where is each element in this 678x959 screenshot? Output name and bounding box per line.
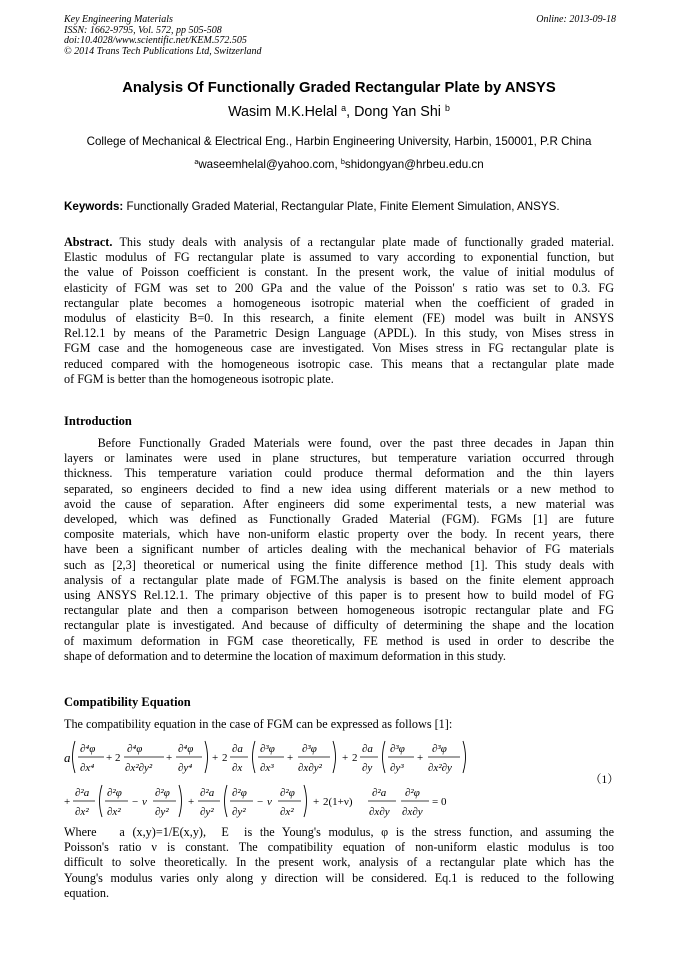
eq-paren	[205, 741, 208, 773]
eq-paren	[383, 741, 386, 773]
issn-line: ISSN: 1662-9795, Vol. 572, pp 505-508	[64, 24, 222, 36]
eq-const: 2	[352, 752, 358, 764]
eq-op: +	[106, 752, 113, 764]
intro-line: thickness. This temperature variation could produce thermal deformation and the thin layers	[64, 466, 614, 481]
intro-line: developed, which was defined as Functionally Graded Material (FGM). FGMs [1] are future	[64, 512, 614, 527]
eq-paren	[253, 741, 256, 773]
eq-zero: = 0	[432, 796, 447, 808]
eq-frac-den: ∂x∂y	[369, 806, 390, 818]
eq-op: +	[188, 796, 195, 808]
abstract-line: Elastic modulus of FG rectangular plate is assumed to vary according to exponential function, but	[64, 250, 614, 265]
email-2: shidongyan@hrbeu.edu.cn	[344, 158, 484, 171]
eq-frac-num: ∂⁴φ	[178, 743, 194, 755]
compat-line: difficult to solve theoretically. In the present work, analysis of a rectangular plate which has the	[64, 855, 614, 870]
introduction-body	[64, 436, 614, 664]
eq-frac-den: ∂y	[362, 762, 373, 774]
copyright-line: © 2014 Trans Tech Publications Ltd, Switzerland	[64, 45, 262, 57]
compat-line: Where a (x,y)=1/E(x,y), E is the Young's modulus, φ is the stress function, and assuming the	[64, 825, 614, 839]
eq-frac-den: ∂x∂y	[402, 806, 423, 818]
eq-frac-num: ∂²φ	[280, 787, 295, 799]
eq-frac-den: ∂y²	[200, 806, 214, 818]
intro-line: of maximum deformation in FGM case theoretically, FE method is used in order to describe the	[64, 633, 614, 648]
email-1: waseemhelal@yahoo.com,	[198, 158, 341, 171]
eq-frac-num: ∂³φ	[260, 743, 275, 755]
abstract	[64, 235, 614, 387]
equation-line-2	[64, 785, 447, 818]
compatibility-equation	[62, 735, 582, 821]
eq-frac-num: ∂²a	[75, 787, 90, 799]
eq-frac-num: ∂⁴φ	[127, 743, 143, 755]
eq-paren	[333, 741, 336, 773]
eq-op: +	[313, 796, 320, 808]
eq-paren	[304, 785, 307, 817]
eq-frac-num: ∂²φ	[405, 787, 420, 799]
author-1: Wasim M.K.Helal	[228, 104, 338, 120]
abstract-line: of FGM is better than the homogeneous isotropic plate.	[64, 371, 334, 386]
abstract-line: the value of Poisson coefficient is constant. In the present work, the value of initial modulus of	[64, 265, 614, 280]
eq-op: +	[64, 796, 71, 808]
compatibility-heading: Compatibility Equation	[64, 695, 191, 709]
eq-frac-num: ∂²a	[200, 787, 215, 799]
keywords-text: Functionally Graded Material, Rectangular Plate, Finite Element Simulation, ANSYS.	[123, 200, 560, 213]
abstract-line-text: This study deals with analysis of a rectangular plate made of functionally graded material.	[112, 235, 614, 249]
intro-line: analysis of a rectangular plate made of FGM.The analysis is based on the finite element approach	[64, 572, 614, 587]
eq-frac-den: ∂x²	[107, 806, 121, 818]
paper-title: Analysis Of Functionally Graded Rectangular Plate by ANSYS	[122, 80, 556, 96]
author-2-mark: b	[444, 103, 450, 114]
eq-frac-den: ∂y⁴	[178, 762, 193, 774]
running-header	[64, 15, 616, 57]
eq-nu: ν	[267, 796, 272, 808]
author-1-mark: a	[341, 103, 347, 114]
eq-paren	[179, 785, 182, 817]
eq-frac-den: ∂y³	[390, 762, 404, 774]
eq-frac-num: ∂a	[362, 743, 373, 755]
eq-const: 2	[222, 752, 228, 764]
compat-line: Young's modulus varies only along y direction will be considered. Eq.1 is reduced to the following	[64, 870, 614, 885]
compat-intro-line: The compatibility equation in the case of FGM can be expressed as follows [1]:	[64, 717, 453, 731]
journal-name: Key Engineering Materials	[64, 14, 173, 25]
eq-op: −	[257, 796, 264, 808]
eq-op: +	[342, 752, 349, 764]
eq-frac-den: ∂x²∂y²	[125, 762, 153, 774]
eq-op: +	[166, 752, 173, 764]
abstract-line: reduced compared with the homogeneous isotropic case. This means that a rectangular plate made	[64, 356, 614, 371]
eq-frac-num: ∂²a	[372, 787, 387, 799]
eq-frac-num: ∂³φ	[302, 743, 317, 755]
author-line	[40, 104, 638, 120]
eq-frac-den: ∂x³	[260, 762, 274, 774]
abstract-line: Rel.12.1 by means of the Parametric Design Language (APDL). In this study, von Mises stress in	[64, 326, 614, 341]
keywords-label: Keywords:	[64, 200, 124, 213]
intro-line: rectangular plate and then a comparison between homogeneous isotropic rectangular plate and FG	[64, 603, 614, 618]
eq-frac-num: ∂⁴φ	[80, 743, 96, 755]
intro-line: rectangular plate is investigated. And because of difficulty of determining the shape and the location	[64, 618, 614, 633]
eq-paren	[73, 741, 76, 773]
email-line	[40, 158, 638, 171]
introduction-heading: Introduction	[64, 414, 132, 428]
compat-line: Poisson's ratio ν is constant. The compatibility equation of non-uniform elastic modulus is too	[64, 840, 614, 855]
equation-line-1	[64, 741, 466, 774]
eq-frac-num: ∂a	[232, 743, 243, 755]
eq-paren	[225, 785, 228, 817]
intro-line: Before Functionally Graded Materials were found, over the past three decades in Japan thin	[64, 436, 614, 450]
eq-frac-num: ∂²φ	[107, 787, 122, 799]
keywords	[64, 200, 624, 213]
author-separator: ,	[346, 104, 355, 120]
affiliation: College of Mechanical & Electrical Eng., Harbin Engineering University, Harbin, 150001, P.R China	[86, 135, 592, 148]
intro-line: such as [2,3] theoretical or numerical using the finite difference method [1]. This study deals with	[64, 557, 614, 572]
intro-line: separated, so engineers decided to find a new idea using different materials or a new method to	[64, 481, 614, 496]
eq-frac-den: ∂y²	[232, 806, 246, 818]
abstract-line: elasticity of FGM was set to 200 GPa and the value of the Poisson' s ratio was set to 0.3. FG	[64, 280, 614, 295]
eq-frac-den: ∂x²∂y	[428, 762, 452, 774]
intro-line: shape of deformation and to determine the location of maximum deformation in this study.	[64, 648, 506, 663]
email-2-mark: b	[340, 157, 345, 167]
eq-nu: ν	[142, 796, 147, 808]
compatibility-body	[64, 825, 614, 901]
eq-const: 2	[115, 752, 121, 764]
abstract-line	[64, 235, 614, 250]
email-1-mark: a	[194, 157, 199, 167]
eq-op: +	[212, 752, 219, 764]
intro-line: using ANSYS Rel.12.1. The primary objective of this paper is to present how to build model of FG	[64, 588, 614, 603]
eq-paren	[100, 785, 103, 817]
eq-op: +	[287, 752, 294, 764]
compatibility-intro	[64, 717, 614, 732]
eq-frac-den: ∂x⁴	[80, 762, 95, 774]
eq-frac-num: ∂³φ	[390, 743, 405, 755]
intro-line: have been a significant number of articles dealing with the mechanical behavior of FG materials	[64, 542, 614, 557]
eq-frac-den: ∂x²	[75, 806, 89, 818]
online-date: Online: 2013-09-18	[536, 14, 616, 25]
eq-frac-num: ∂²φ	[155, 787, 170, 799]
author-2: Dong Yan Shi	[354, 104, 441, 120]
intro-line: layers or laminates were used in plane structures, but temperature variation occurred through	[64, 451, 614, 466]
abstract-line: modulus of elasticity B=0. In this research, a finite element (FE) model was built in ANSYS	[64, 311, 614, 326]
eq-paren	[463, 741, 466, 773]
eq-frac-den: ∂x∂y²	[298, 762, 322, 774]
eq-frac-den: ∂x	[232, 762, 243, 774]
eq-op: +	[417, 752, 424, 764]
eq-frac-den: ∂y²	[155, 806, 169, 818]
compat-line: equation.	[64, 885, 110, 900]
abstract-line: FGM case and the homogeneous case are investigated. Von Mises stress in FG rectangular plate is	[64, 341, 614, 356]
intro-line: composite materials, which have non-uniform elastic property over the body. In recent years, there	[64, 527, 614, 542]
abstract-label: Abstract.	[64, 235, 113, 249]
eq-frac-num: ∂³φ	[432, 743, 447, 755]
eq-frac-den: ∂x²	[280, 806, 294, 818]
abstract-line: rectangular plate becomes a homogeneous isotropic material when the coefficient of graded in	[64, 295, 614, 310]
doi-line: doi:10.4028/www.scientific.net/KEM.572.505	[64, 35, 247, 47]
eq-frac-num: ∂²φ	[232, 787, 247, 799]
equation-number: （1）	[590, 774, 619, 786]
eq-op: −	[132, 796, 139, 808]
eq-coef: 2(1+ν)	[323, 796, 353, 808]
eq-coef-a: a	[64, 750, 71, 765]
intro-line: avoid the cause of separation. After engineers did some experimental tests, a new material was	[64, 496, 614, 511]
